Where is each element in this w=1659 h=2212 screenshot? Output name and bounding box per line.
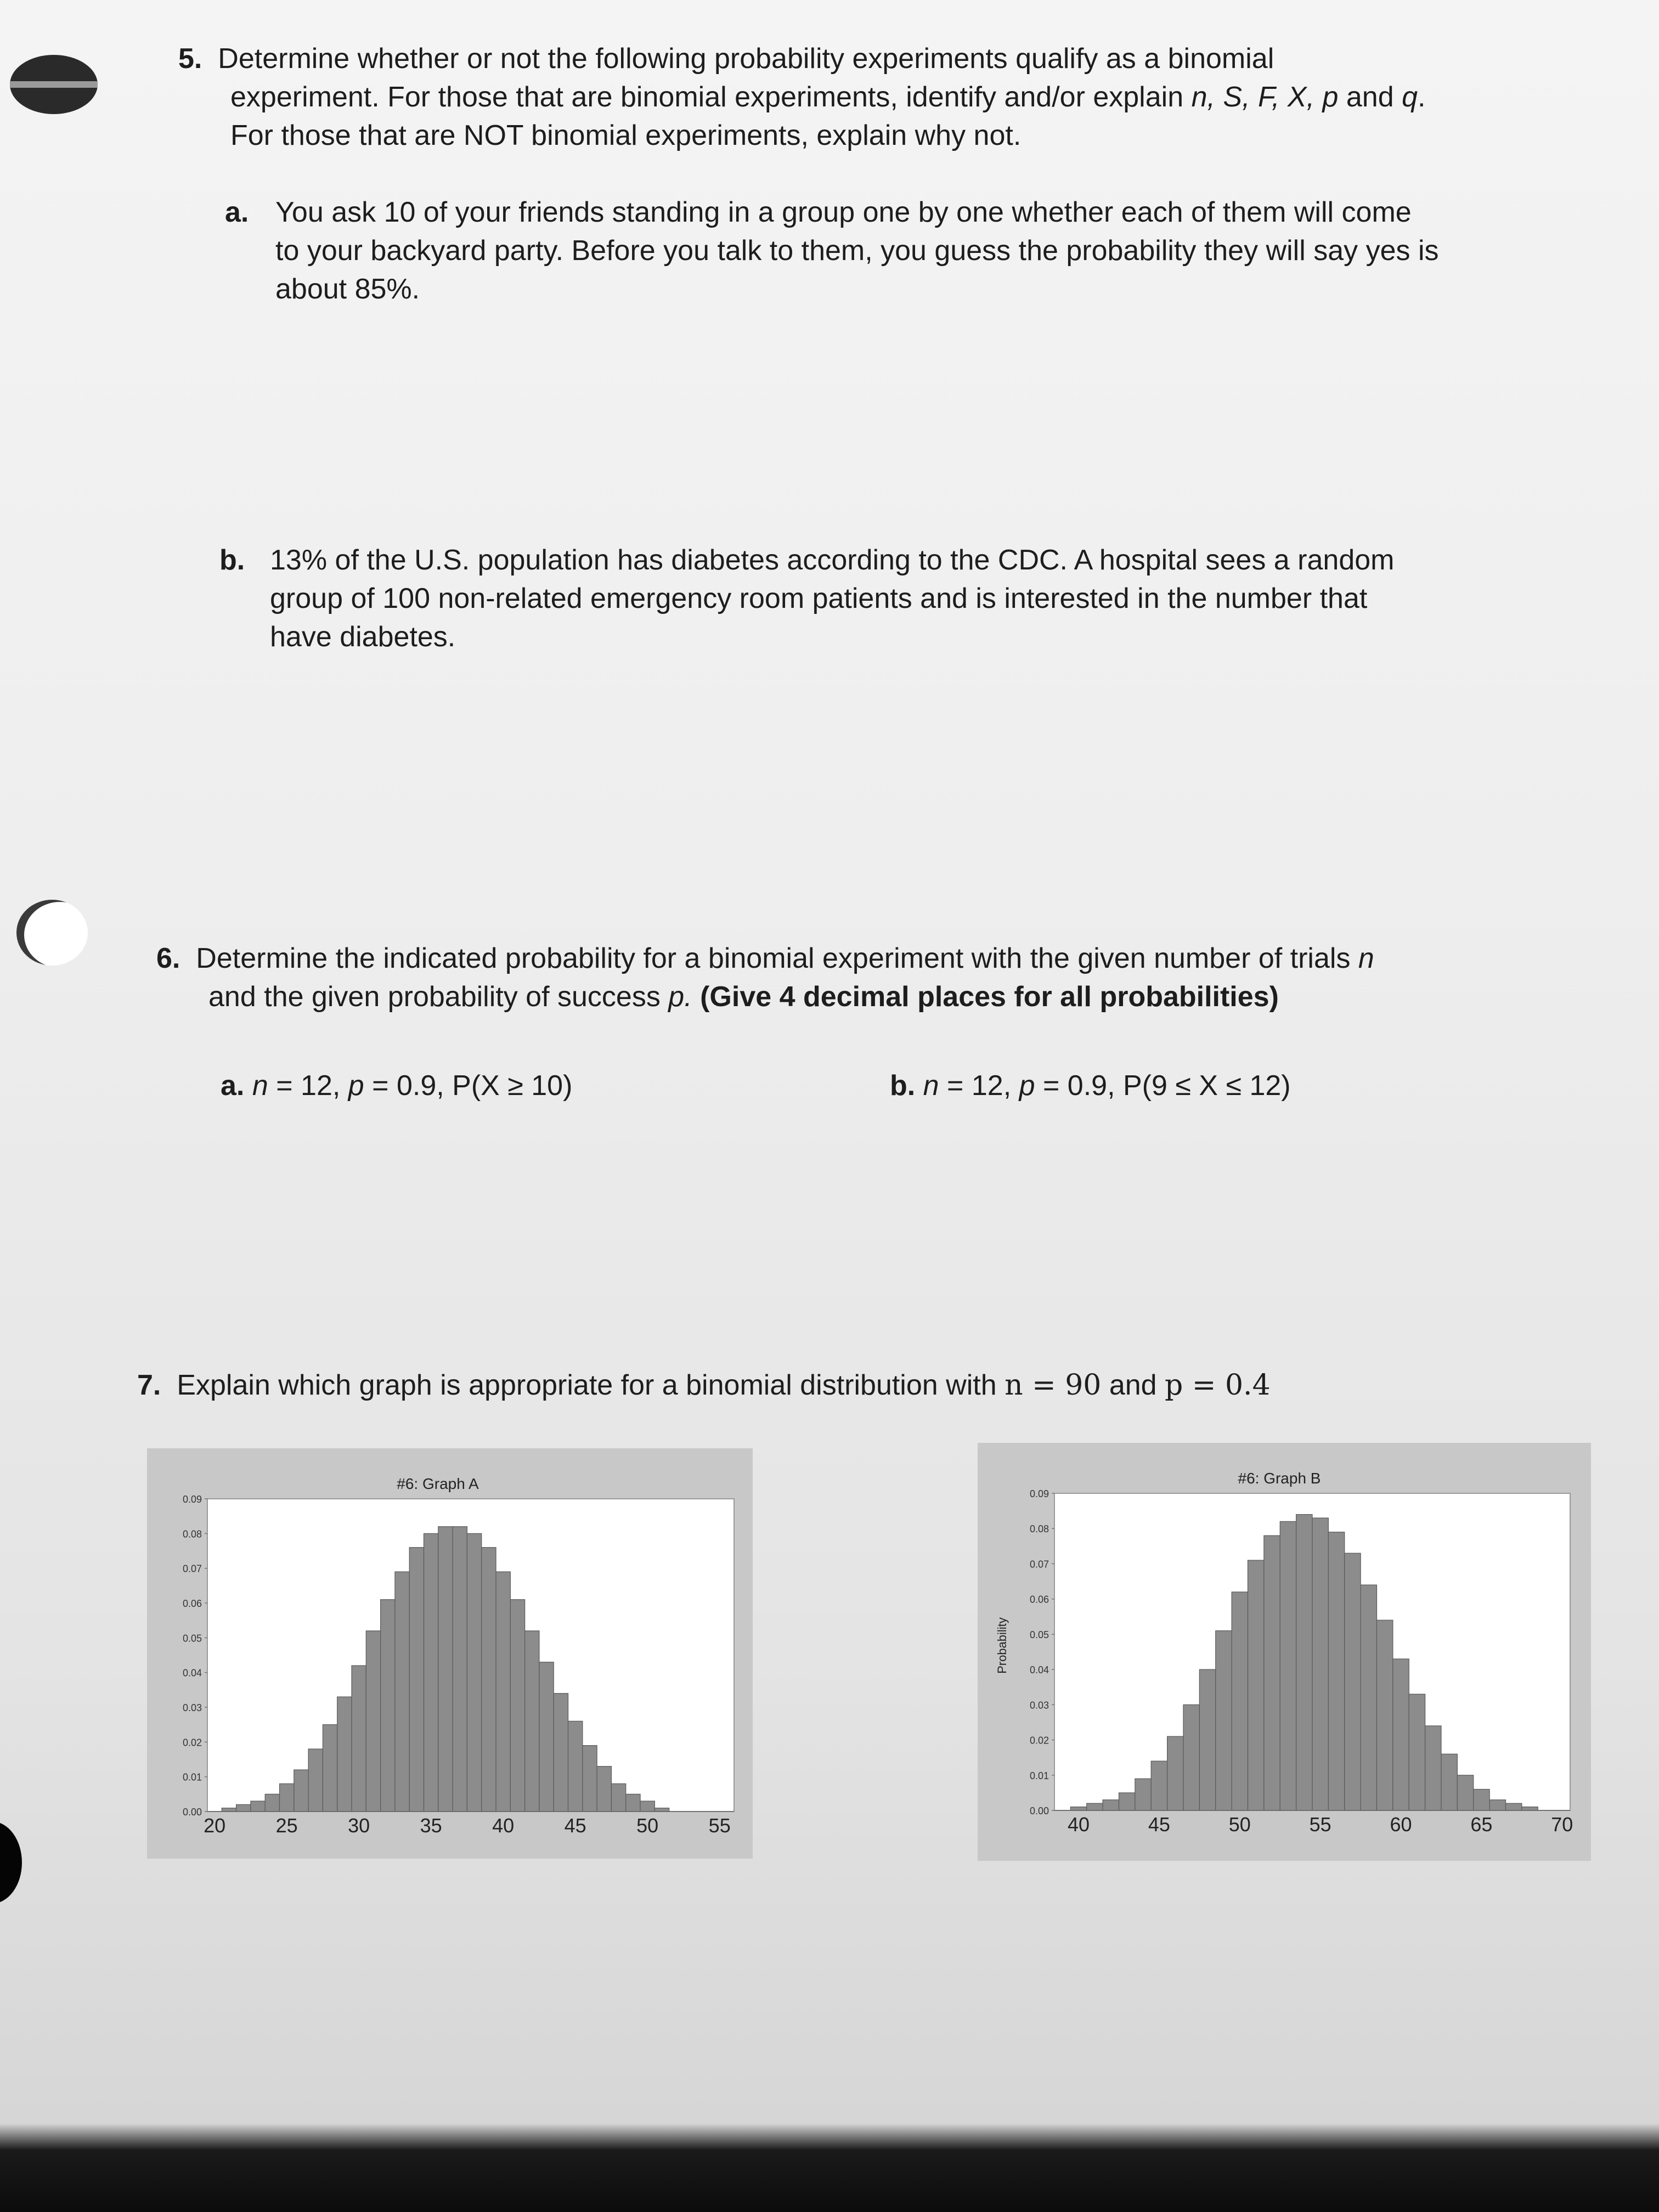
bar [280,1784,294,1812]
bar [539,1662,554,1812]
bar [1216,1630,1232,1810]
bar [236,1804,251,1812]
bar [1135,1779,1151,1810]
y-tick-label: 0.07 [1029,1559,1049,1570]
graph-a-svg [147,1448,753,1859]
bar [1264,1536,1280,1810]
question-5a [225,193,1439,308]
bar [265,1794,279,1812]
question-6-line-1: Determine the indicated probability for a binomial experiment with the given number of trials [196,943,1351,974]
y-tick-label: 0.04 [1029,1664,1049,1676]
bar [1345,1553,1361,1810]
y-tick-label: 0.03 [182,1702,202,1713]
bar [1151,1761,1167,1810]
y-tick-label: 0.00 [1029,1805,1049,1816]
y-tick-label: 0.03 [1029,1700,1049,1711]
bar [1248,1560,1264,1810]
bar [654,1808,669,1812]
question-6-number: 6. [156,943,180,974]
question-7: 7. Explain which graph is appropriate for a binomial distribution with n = 90 and p = 0.4 [137,1369,1271,1402]
x-tick-label: 50 [1228,1813,1251,1836]
y-tick-label: 0.02 [1029,1735,1049,1746]
bar [222,1808,236,1812]
y-tick-label: 0.08 [1029,1523,1049,1535]
binder-hole-top [10,55,98,114]
question-6b: b. n = 12, p = 0.9, P(9 ≤ X ≤ 12) [890,1070,1291,1102]
bar [1409,1694,1425,1810]
bar [1183,1705,1199,1810]
bar [1232,1592,1248,1810]
bar [1489,1800,1505,1810]
bar [366,1631,380,1812]
bar [1377,1620,1393,1810]
x-tick-label: 60 [1390,1813,1412,1836]
question-5a-line-2: to your backyard party. Before you talk to them, you guess the probability they will say yes is [275,235,1439,267]
y-tick-label: 0.00 [182,1807,202,1818]
bar [409,1548,424,1812]
bar [251,1801,265,1812]
y-tick-label: 0.09 [1029,1488,1049,1499]
question-5 [178,40,1425,155]
x-tick-label: 45 [564,1814,586,1837]
x-tick-label: 35 [420,1814,442,1837]
bar [1296,1515,1312,1810]
y-tick-label: 0.01 [182,1771,202,1783]
x-tick-label: 45 [1148,1813,1170,1836]
x-tick-label: 40 [1068,1813,1090,1836]
question-7-number: 7. [137,1369,161,1401]
question-7-text: Explain which graph is appropriate for a binomial distribution with [177,1369,997,1401]
x-tick-label: 65 [1470,1813,1493,1836]
bar [1393,1659,1409,1810]
y-tick-label: 0.02 [182,1737,202,1748]
question-5b-line-1: 13% of the U.S. population has diabetes according to the CDC. A hospital sees a random [270,544,1395,576]
bar [597,1767,611,1812]
y-tick-label: 0.01 [1029,1770,1049,1781]
question-6a: a. n = 12, p = 0.9, P(X ≥ 10) [221,1070,573,1102]
question-5-line-1: Determine whether or not the following probability experiments qualify as a binomial [218,43,1274,75]
graph-a [147,1448,753,1861]
y-tick-label: 0.05 [182,1633,202,1644]
bar [1199,1669,1215,1810]
graph-b [978,1443,1591,1864]
bar [1119,1793,1135,1810]
question-7-p: p = 0.4 [1165,1369,1271,1402]
bar [1087,1803,1103,1810]
bar [1070,1807,1086,1810]
bar [1167,1736,1183,1810]
bar [438,1527,453,1812]
bar [1474,1789,1489,1810]
question-5b [219,541,1394,656]
y-tick-label: 0.06 [1029,1594,1049,1605]
x-tick-label: 55 [1309,1813,1331,1836]
question-5a-line-1: You ask 10 of your friends standing in a group one by one whether each of them will come [275,196,1412,228]
x-tick-label: 30 [348,1814,370,1837]
chart-title: #6: Graph B [1238,1470,1321,1487]
question-7-n: n = 90 [1005,1369,1102,1402]
x-tick-label: 50 [636,1814,659,1837]
bar [337,1697,352,1812]
bar [308,1749,323,1812]
question-5b-line-3: have diabetes. [270,621,456,653]
y-tick-label: 0.08 [182,1528,202,1540]
y-tick-label: 0.06 [182,1598,202,1609]
question-6-line-2: and the given probability of success p. (Give 4 decimal places for all probabilities) [208,981,1279,1013]
question-5-line-2: experiment. For those that are binomial experiments, identify and/or explain n, S, F, X, p and q. [230,81,1426,113]
bar [568,1721,583,1812]
bar [453,1527,467,1812]
bar [381,1600,395,1812]
y-tick-label: 0.09 [182,1494,202,1505]
bar [467,1533,481,1812]
question-5a-label: a. [225,196,249,228]
binder-hole-middle [16,900,88,966]
bar [1441,1754,1457,1810]
graph-b-svg [978,1443,1591,1861]
x-tick-label: 40 [492,1814,515,1837]
bar [1328,1532,1344,1810]
bar [640,1801,654,1812]
y-tick-label: 0.05 [1029,1629,1049,1640]
x-tick-label: 70 [1551,1813,1573,1836]
bar [1103,1800,1119,1810]
question-5-number: 5. [178,43,202,75]
bar [496,1572,510,1812]
bar [1506,1803,1522,1810]
bar [482,1548,496,1812]
bar [1312,1518,1328,1810]
bar [1522,1807,1538,1810]
chart-title: #6: Graph A [397,1475,479,1492]
bar [583,1746,597,1812]
bar [510,1600,524,1812]
question-5-line-3: For those that are NOT binomial experiments, explain why not. [230,120,1022,151]
bar [525,1631,539,1812]
y-axis-label: Probability [995,1617,1009,1674]
bar [626,1794,640,1812]
bar [611,1784,625,1812]
bar [424,1533,438,1812]
question-5b-line-2: group of 100 non-related emergency room patients and is interested in the number that [270,583,1368,614]
x-tick-label: 25 [275,1814,298,1837]
bar [1361,1585,1376,1810]
bar [395,1572,409,1812]
question-5a-line-3: about 85%. [275,273,420,305]
x-tick-label: 55 [708,1814,731,1837]
question-6: 6. Determine the indicated probability for a binomial experiment with the given number of trials n and the given probability of success p. (Give 4 decimal places for all probabilities) [156,939,1374,1016]
y-tick-label: 0.04 [182,1667,202,1679]
bar [1457,1775,1473,1810]
question-5b-label: b. [219,544,245,576]
bar [1280,1521,1296,1810]
binder-hole-bottom [0,1821,22,1904]
bar [554,1694,568,1812]
bar [294,1770,308,1812]
bar [1425,1726,1441,1810]
bar [352,1666,366,1812]
x-tick-label: 20 [204,1814,226,1837]
bar [323,1725,337,1812]
y-tick-label: 0.07 [182,1563,202,1575]
